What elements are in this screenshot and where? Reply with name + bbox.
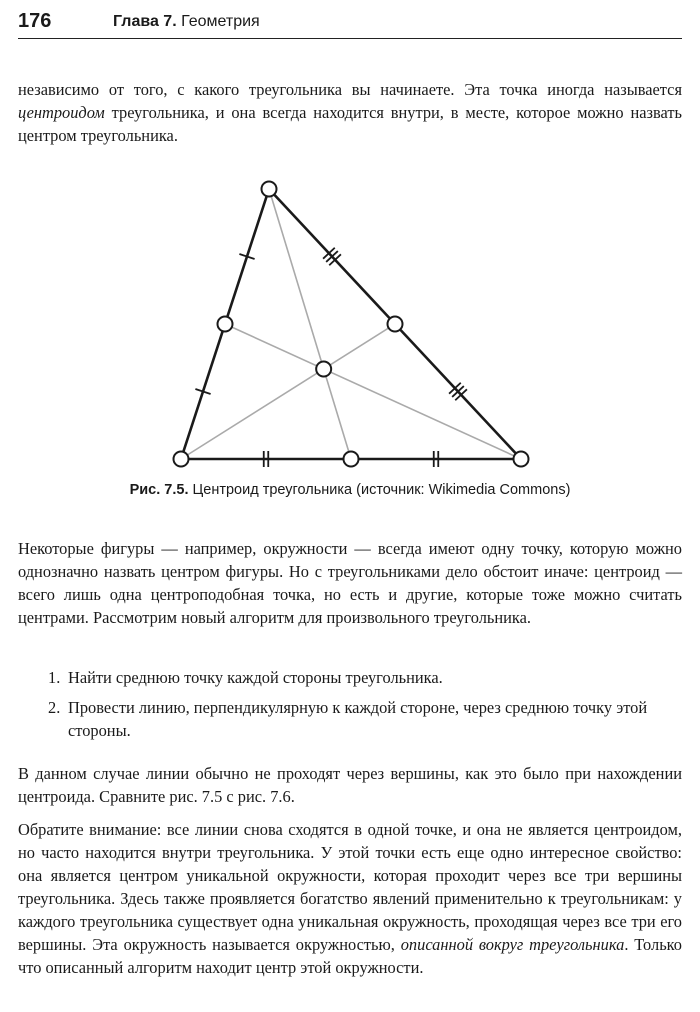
page-header [18, 8, 682, 39]
step-item [18, 666, 682, 689]
median-line [225, 324, 521, 459]
step-text: Провести линию, перпендикулярную к каждой стороне, через среднюю точку этой стороны. [68, 698, 648, 740]
caption-text: Центроид треугольника (источник: Wikimedia Commons) [192, 482, 571, 498]
midpoint-node [388, 317, 403, 332]
centroid-figure [0, 175, 700, 475]
running-title [113, 13, 260, 31]
vertex-node [514, 452, 529, 467]
midpoint-node [218, 317, 233, 332]
centroid-node [316, 362, 331, 377]
step-number: 2. [48, 698, 61, 717]
paragraph-circumcircle [18, 818, 682, 979]
step-text: Найти среднюю точку каждой стороны треугольника. [68, 668, 443, 687]
circumcircle-text-end: . Только что описанный алгоритм находит центр этой окружности. [18, 935, 683, 977]
term-circumscribed: описанной вокруг треугольника [400, 935, 625, 954]
step-item [18, 696, 682, 742]
paragraph-shapes: Некоторые фигуры — например, окружности — всегда имеют одну точку, которую можно однозначно назвать центром фигуры. Но с треугольниками дело обстоит иначе: центроид — всего лишь одна центроподобная точка, но есть и другие, которые тоже можно считать центрами. Рассмотрим новый алгоритм для произвольного треугольника. [18, 539, 682, 627]
intro-text: независимо от того, с какого треугольника вы начинаете. Эта точка иногда называется [18, 80, 682, 99]
intro-paragraph [18, 78, 682, 147]
vertex-node [262, 182, 277, 197]
caption-label: Рис. 7.5. [129, 482, 189, 498]
midpoint-node [344, 452, 359, 467]
vertex-node [174, 452, 189, 467]
intro-text-end: треугольника, и она всегда находится внутри, в месте, которое можно назвать центром треугольника. [18, 103, 682, 145]
step-number: 1. [48, 668, 61, 687]
page-number: 176 [18, 10, 52, 32]
circumcircle-text: Обратите внимание: все линии снова сходятся в одной точке, и она не является центроидом, но часто находится внутри треугольника. У этой точки есть еще одно интересное свойство: она является центром уникальной окружности, которая проходит через все три вершины треугольника. Здесь также проявляется богатство явлений применительно к треугольникам: у каждого треугольника существует одна уникальная окружность, проходящая через все три его вершины. Эта окружность называется окружностью, [18, 820, 682, 954]
chapter-label: Глава 7. [113, 13, 177, 30]
chapter-title: Геометрия [181, 13, 260, 30]
median-line [269, 189, 351, 459]
algorithm-steps [18, 666, 682, 749]
term-centroid: центроидом [18, 103, 105, 122]
paragraph-compare: В данном случае линии обычно не проходят через вершины, как это было при нахождении центроида. Сравните рис. 7.5 с рис. 7.6. [18, 764, 682, 806]
figure-caption [0, 482, 700, 498]
median-line [181, 324, 395, 459]
